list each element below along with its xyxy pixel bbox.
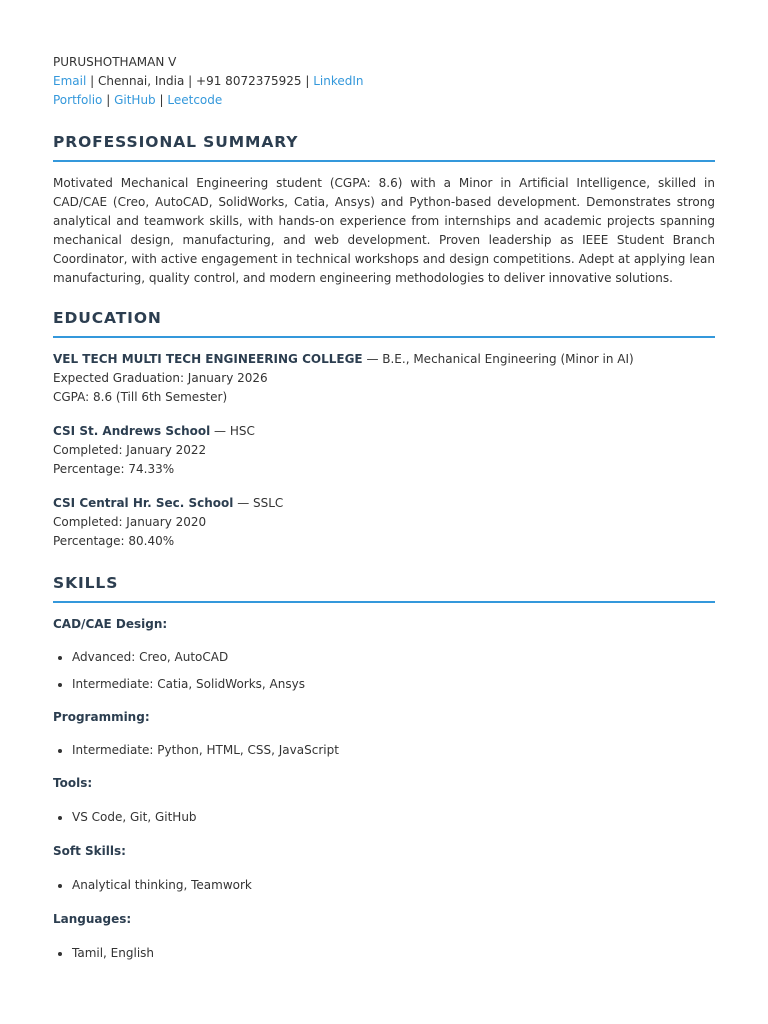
list-item: • Intermediate: Python, HTML, CSS, JavaScript [72, 741, 715, 759]
graduation-text: Expected Graduation: January 2026 [53, 371, 268, 385]
education-entry [53, 350, 715, 407]
separator: | [159, 93, 164, 107]
summary-text: Motivated Mechanical Engineering student (CGPA: 8.6) with a Minor in Artificial Intelligence, skilled in CAD/CAE (Creo, AutoCAD, SolidWorks, Catia, Ansys) and Python-based development. Demonstrates strong analytical and teamwork skills, with hands-on experience from internships and academic projects spanning mechanical design, manufacturing, and web development. Proven leadership as IEEE Student Branch Coordinator, with active engagement in technical workshops and design competitions. Adept at applying lean manufacturing, quality control, and modern engineering methodologies to deliver innovative solutions. [53, 176, 715, 285]
education-entry [53, 494, 715, 551]
education-entry [53, 422, 715, 479]
separator: | [305, 74, 310, 88]
skill-category: Soft Skills: [53, 844, 126, 858]
location-text: Chennai, India [98, 74, 185, 88]
completion-text: Completed: January 2020 [53, 515, 207, 529]
institution-name: CSI Central Hr. Sec. School [53, 496, 234, 510]
skills-heading: SKILLS [53, 573, 715, 603]
grade-text: Percentage: 80.40% [53, 534, 175, 548]
separator: | [90, 74, 95, 88]
skill-category: CAD/CAE Design: [53, 617, 168, 631]
linkedin-link[interactable]: LinkedIn [313, 74, 364, 88]
resume-content [53, 53, 715, 962]
separator: | [106, 93, 111, 107]
portfolio-link[interactable]: Portfolio [53, 93, 103, 107]
institution-name: VEL TECH MULTI TECH ENGINEERING COLLEGE [53, 352, 363, 366]
skill-list [53, 648, 715, 693]
summary-heading: PROFESSIONAL SUMMARY [53, 132, 715, 162]
education-heading: EDUCATION [53, 308, 715, 338]
skill-list [53, 808, 715, 826]
phone-text: +91 8072375925 [196, 74, 302, 88]
links-line [53, 91, 715, 110]
leetcode-link[interactable]: Leetcode [167, 93, 223, 107]
skill-category: Languages: [53, 912, 132, 926]
candidate-name: PURUSHOTHAMAN V [53, 55, 177, 69]
degree-text: — SSLC [233, 496, 284, 510]
degree-text: — HSC [210, 424, 255, 438]
list-item: • Analytical thinking, Teamwork [72, 876, 715, 894]
separator: | [188, 74, 193, 88]
institution-name: CSI St. Andrews School [53, 424, 211, 438]
skill-list [53, 876, 715, 894]
github-link[interactable]: GitHub [114, 93, 156, 107]
skill-list [53, 944, 715, 962]
list-item: • Advanced: Creo, AutoCAD [72, 648, 715, 666]
list-item: • VS Code, Git, GitHub [72, 808, 715, 826]
grade-text: Percentage: 74.33% [53, 462, 175, 476]
email-link[interactable]: Email [53, 74, 87, 88]
skill-list [53, 741, 715, 759]
grade-text: CGPA: 8.6 (Till 6th Semester) [53, 390, 228, 404]
completion-text: Completed: January 2022 [53, 443, 207, 457]
degree-text: — B.E., Mechanical Engineering (Minor in AI) [362, 352, 634, 366]
contact-line [53, 72, 715, 91]
list-item: • Tamil, English [72, 944, 715, 962]
skill-category: Programming: [53, 710, 150, 724]
list-item: • Intermediate: Catia, SolidWorks, Ansys [72, 675, 715, 693]
skill-category: Tools: [53, 776, 93, 790]
